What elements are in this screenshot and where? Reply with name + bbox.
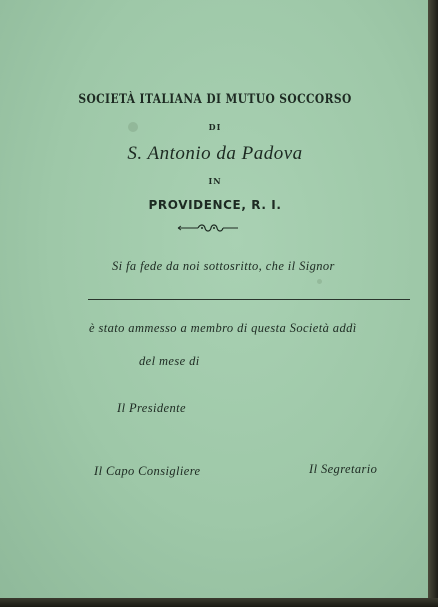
- president-signature-label: Il Presidente: [117, 401, 186, 415]
- in-label: IN: [208, 176, 222, 186]
- attestation-line: Si fa fede da noi sottosritto, che il Signor: [112, 259, 335, 273]
- page-edge-shadow: [428, 0, 438, 607]
- paper-stain: [317, 279, 322, 284]
- head-counselor-signature-label: Il Capo Consigliere: [94, 464, 201, 478]
- di-label: DI: [208, 122, 222, 132]
- secretary-signature-label: Il Segretario: [309, 462, 378, 476]
- page-edge-shadow: [0, 598, 438, 607]
- city-name: PROVIDENCE, R. I.: [148, 198, 282, 212]
- admission-line: è stato ammesso a membro di questa Società addì: [89, 321, 357, 335]
- scroll-flourish-icon: [176, 222, 242, 234]
- month-line: del mese di: [139, 354, 200, 368]
- society-name: SOCIETÀ ITALIANA DI MUTUO SOCCORSO: [78, 92, 352, 107]
- name-blank-line: [88, 299, 410, 300]
- saint-name: S. Antonio da Padova: [127, 143, 303, 164]
